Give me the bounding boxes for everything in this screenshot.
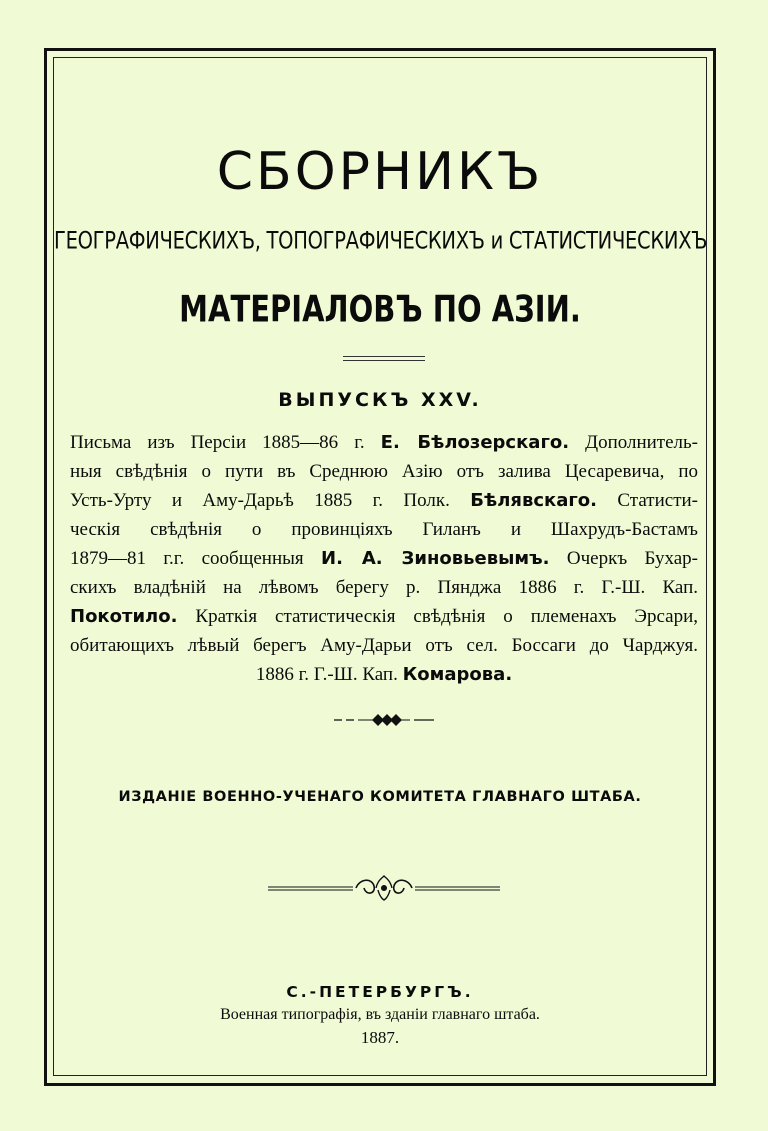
contents-line bbox=[70, 631, 698, 660]
contents-line bbox=[70, 544, 698, 573]
contents-text: Краткія статистическія свѣдѣнія о племенахъ Эрсари, bbox=[177, 606, 698, 627]
contents-text: ныя свѣдѣнія о пути въ Среднюю Азію отъ залива Цесаревича, по bbox=[70, 461, 698, 482]
contents-line bbox=[70, 428, 698, 457]
contents-line bbox=[70, 573, 698, 602]
contents-line bbox=[70, 660, 698, 689]
contents-line bbox=[70, 486, 698, 515]
contents-text: Дополнитель- bbox=[569, 432, 699, 453]
contents-line bbox=[70, 457, 698, 486]
contents-text: Очеркъ Бухар- bbox=[549, 548, 699, 569]
contents-text: скихъ владѣній на лѣвомъ берегу р. Пянджа 1886 г. Г.-Ш. Кап. bbox=[70, 577, 698, 598]
contents-text: 1886 г. Г.-Ш. Кап. bbox=[255, 664, 403, 685]
issue-number: ВЫПУСКЪ XXV. bbox=[278, 389, 482, 411]
contents-text: ческія свѣдѣнія о провинціяхъ Гиланъ и Шахрудъ-Бастамъ bbox=[70, 519, 698, 540]
title-rule bbox=[343, 356, 425, 361]
author-name: Е. Бѣлозерскаго. bbox=[380, 432, 570, 453]
book-title: СБОРНИКЪ bbox=[216, 142, 544, 202]
author-name: Бѣлявскаго. bbox=[470, 490, 597, 511]
ornament-diamonds-icon bbox=[334, 710, 434, 730]
author-name: И. А. Зиновьевымъ. bbox=[321, 548, 550, 569]
author-name: Комарова. bbox=[402, 664, 513, 685]
contents-text: обитающихъ лѣвый берегъ Аму-Дарьи отъ сел. Боссаги до Чарджуя. bbox=[70, 635, 698, 656]
contents-line bbox=[70, 602, 698, 631]
ornament-scroll-icon bbox=[268, 872, 500, 904]
subtitle-line-2: МАТЕРІАЛОВЪ ПО АЗІИ. bbox=[179, 287, 581, 331]
imprint-city: С.-ПЕТЕРБУРГЪ. bbox=[286, 983, 474, 1001]
author-name: Покотило. bbox=[70, 606, 178, 627]
contents-paragraph bbox=[70, 428, 698, 689]
contents-line bbox=[70, 515, 698, 544]
contents-text: Письма изъ Персіи 1885—86 г. bbox=[70, 432, 381, 453]
contents-text: Статисти- bbox=[597, 490, 698, 511]
subtitle-line-1: ГЕОГРАФИЧЕСКИХЪ, ТОПОГРАФИЧЕСКИХЪ и СТАТИСТИЧЕСКИХЪ bbox=[54, 226, 708, 255]
imprint-press: Военная типографія, въ зданіи главнаго штаба. bbox=[220, 1006, 540, 1023]
contents-text: Усть-Урту и Аму-Дарьѣ 1885 г. Полк. bbox=[70, 490, 471, 511]
publisher-line: ИЗДАНІЕ ВОЕННО-УЧЕНАГО КОМИТЕТА ГЛАВНАГО ШТАБА. bbox=[118, 789, 642, 805]
contents-text: 1879—81 г.г. сообщенныя bbox=[70, 548, 322, 569]
imprint-year: 1887. bbox=[360, 1028, 400, 1047]
